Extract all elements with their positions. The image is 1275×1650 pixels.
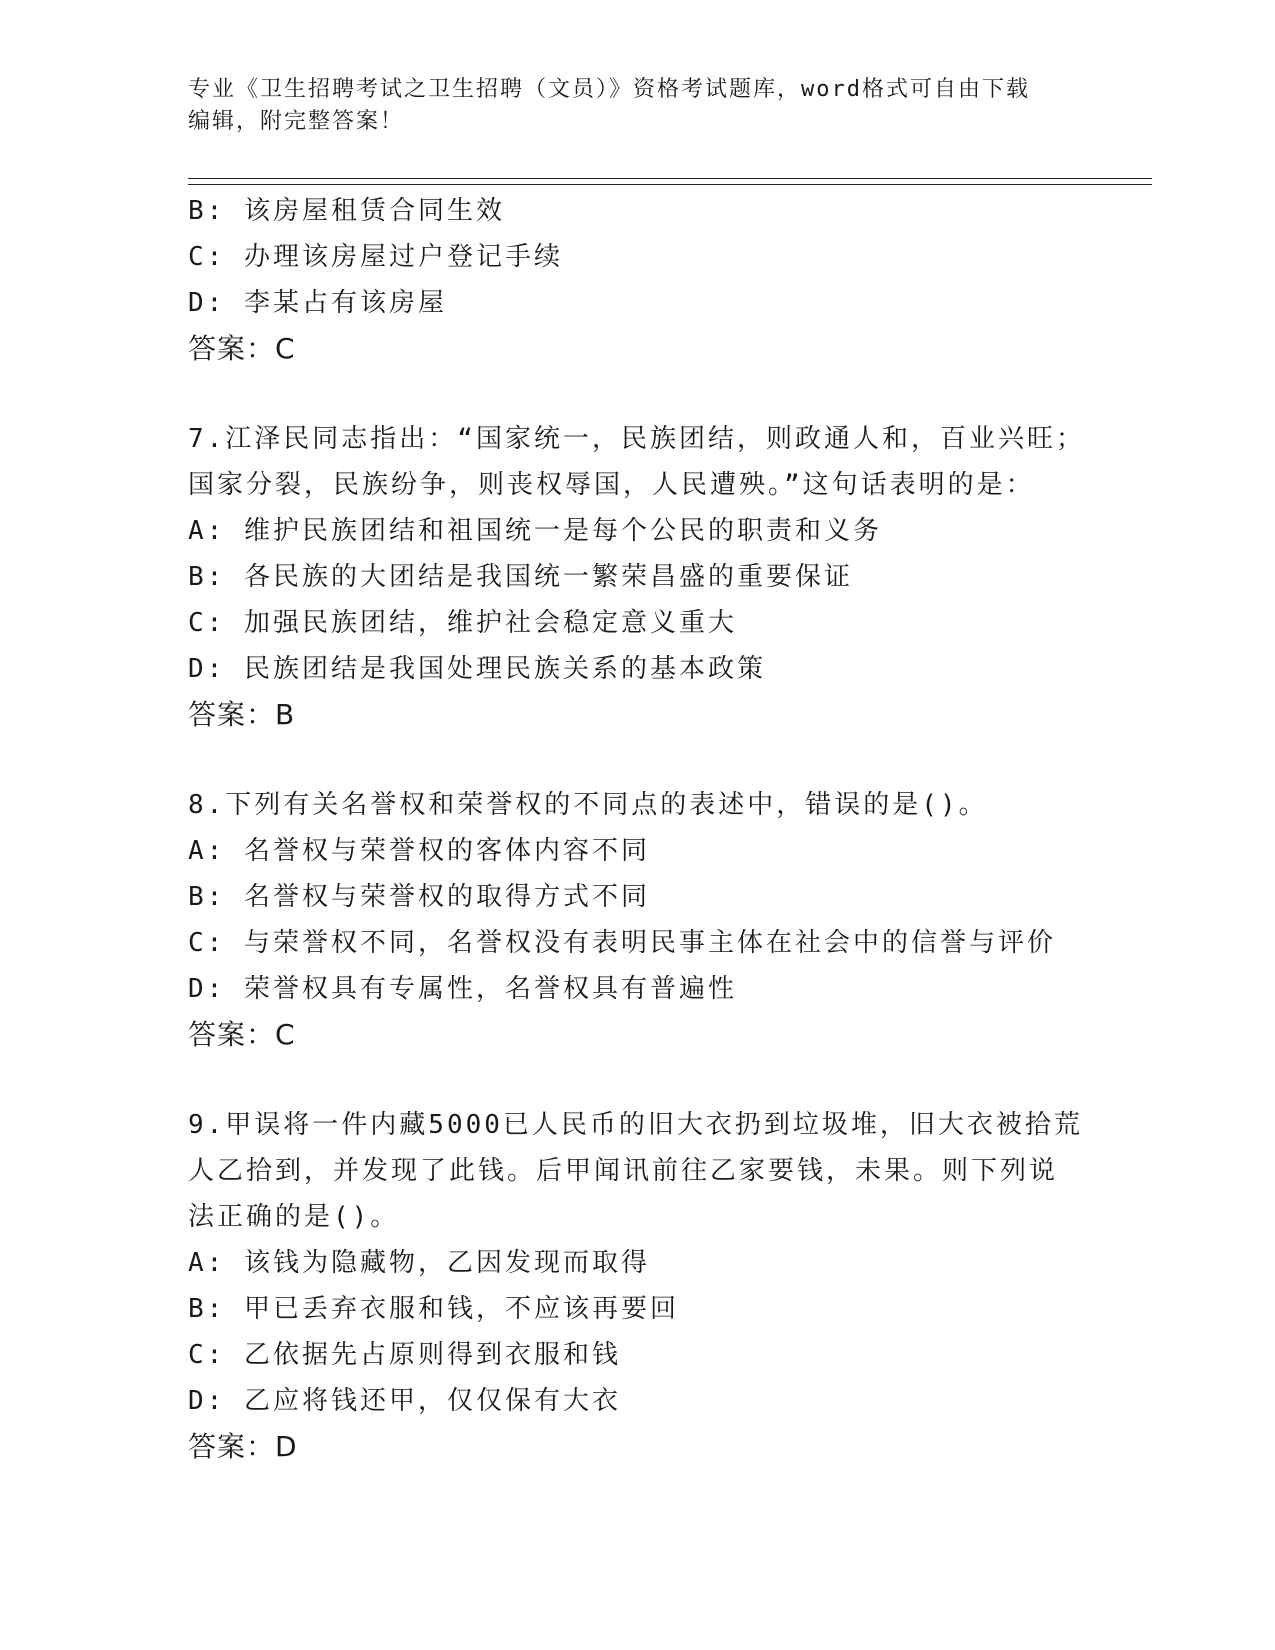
header-divider-bottom bbox=[188, 184, 1152, 185]
option-d: D: 民族团结是我国处理民族关系的基本政策 bbox=[188, 654, 766, 684]
question-stem: 国家分裂，民族纷争，则丧权辱国，人民遭殃。”这句话表明的是： bbox=[188, 470, 1035, 500]
question-stem: 法正确的是()。 bbox=[188, 1202, 400, 1232]
option-b: B: 甲已丢弃衣服和钱，不应该再要回 bbox=[188, 1294, 679, 1324]
option-c: C: 与荣誉权不同，名誉权没有表明民事主体在社会中的信誉与评价 bbox=[188, 928, 1056, 958]
question-content bbox=[188, 188, 1148, 1470]
answer-line: 答案：C bbox=[188, 332, 296, 365]
option-a: A: 该钱为隐藏物，乙因发现而取得 bbox=[188, 1248, 650, 1278]
option-b: B: 该房屋租赁合同生效 bbox=[188, 196, 505, 226]
question-block-9 bbox=[188, 1102, 1148, 1470]
option-a: A: 维护民族团结和祖国统一是每个公民的职责和义务 bbox=[188, 516, 882, 546]
option-d: D: 荣誉权具有专属性，名誉权具有普遍性 bbox=[188, 974, 737, 1004]
question-stem: 人乙拾到，并发现了此钱。后甲闻讯前往乙家要钱，未果。则下列说 bbox=[188, 1156, 1059, 1186]
document-header bbox=[188, 74, 1088, 138]
option-b: B: 名誉权与荣誉权的取得方式不同 bbox=[188, 882, 650, 912]
answer-line: 答案：D bbox=[188, 1430, 298, 1463]
question-block-prev bbox=[188, 188, 1148, 372]
option-d: D: 乙应将钱还甲，仅仅保有大衣 bbox=[188, 1386, 621, 1416]
question-stem: 7.江泽民同志指出：“国家统一，民族团结，则政通人和，百业兴旺； bbox=[188, 424, 1085, 454]
answer-line: 答案：B bbox=[188, 698, 296, 731]
option-b: B: 各民族的大团结是我国统一繁荣昌盛的重要保证 bbox=[188, 562, 853, 592]
header-line-2: 编辑，附完整答案！ bbox=[188, 109, 405, 134]
option-a: A: 名誉权与荣誉权的客体内容不同 bbox=[188, 836, 650, 866]
answer-line: 答案：C bbox=[188, 1018, 296, 1051]
option-c: C: 乙依据先占原则得到衣服和钱 bbox=[188, 1340, 621, 1370]
option-c: C: 办理该房屋过户登记手续 bbox=[188, 242, 563, 272]
question-block-8 bbox=[188, 782, 1148, 1058]
question-stem: 9.甲误将一件内藏5000已人民币的旧大衣扔到垃圾堆，旧大衣被拾荒 bbox=[188, 1110, 1083, 1140]
question-stem: 8.下列有关名誉权和荣誉权的不同点的表述中，错误的是()。 bbox=[188, 790, 988, 820]
option-d: D: 李某占有该房屋 bbox=[188, 288, 447, 318]
question-block-7 bbox=[188, 416, 1148, 738]
option-c: C: 加强民族团结，维护社会稳定意义重大 bbox=[188, 608, 737, 638]
header-line-1: 专业《卫生招聘考试之卫生招聘（文员）》资格考试题库，word格式可自由下载 bbox=[188, 77, 1030, 102]
header-divider-top bbox=[188, 178, 1152, 179]
